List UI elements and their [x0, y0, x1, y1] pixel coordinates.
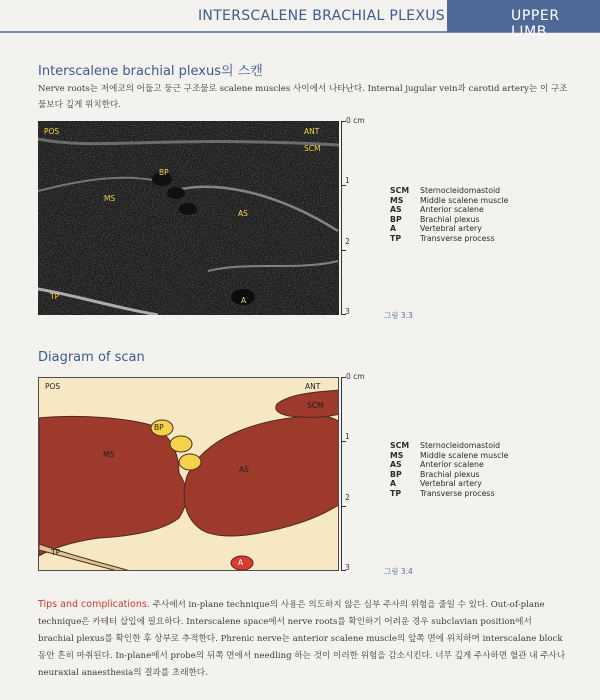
- ultrasound-image: [38, 121, 339, 315]
- legend-desc: Sternocleidomastoid: [420, 186, 501, 195]
- legend-abbr: BP: [390, 469, 402, 479]
- legend-desc: Transverse process: [420, 233, 495, 243]
- us-label-scm: SCM: [304, 144, 321, 153]
- legend-row: [390, 186, 508, 196]
- us-label-ant: ANT: [304, 127, 320, 136]
- diagram-label-a: A: [238, 558, 244, 567]
- tips-paragraph: [38, 596, 568, 682]
- us-label-pos: POS: [44, 127, 60, 136]
- us-label-as: AS: [238, 209, 248, 218]
- scan-depth-3: 3: [345, 307, 350, 316]
- legend-abbr: TP: [390, 488, 402, 498]
- legend-row: [390, 489, 508, 499]
- us-label-a: A: [241, 296, 247, 305]
- legend-row: [390, 196, 508, 206]
- tips-label: Tips and complications.: [38, 599, 150, 610]
- legend-desc: Anterior scalene: [420, 205, 484, 215]
- legend-abbr: BP: [390, 214, 402, 224]
- diagram-label-ant: ANT: [305, 382, 321, 391]
- legend-row: [390, 441, 508, 451]
- us-label-tp: TP: [50, 292, 60, 301]
- figure-caption-3-3: 그림 3.3: [384, 311, 413, 320]
- legend-row: [390, 215, 508, 225]
- diagram-depth-scale: [336, 372, 365, 572]
- legend-desc: Brachial plexus: [420, 469, 480, 479]
- us-label-bp: BP: [159, 168, 169, 177]
- diagram-depth-2: 2: [345, 493, 350, 502]
- legend-row: [390, 460, 508, 470]
- legend-abbr: A: [390, 479, 397, 489]
- scan-depth-scale: [336, 116, 365, 316]
- diagram-drawing: [39, 378, 339, 571]
- legend-abbr: AS: [390, 205, 402, 215]
- diagram-depth-1: 1: [345, 432, 350, 441]
- legend-row: [390, 451, 508, 461]
- legend-row: [390, 470, 508, 480]
- diagram-section-title: Diagram of scan: [38, 350, 145, 365]
- legend-abbr: SCM: [390, 186, 410, 195]
- ultrasound-texture: [38, 121, 339, 315]
- diagram-label-scm: SCM: [307, 401, 324, 410]
- legend-desc: Middle scalene muscle: [420, 195, 509, 205]
- scan-depth-2: 2: [345, 237, 350, 246]
- legend-abbr: MS: [390, 195, 404, 205]
- diagram-label-ms: MS: [103, 450, 115, 459]
- section-tab-label: UPPER LIMB: [511, 8, 560, 40]
- legend-desc: Brachial plexus: [420, 214, 480, 224]
- diagram-legend: [390, 441, 508, 499]
- diagram-depth-3: 3: [345, 563, 350, 572]
- section-tab: [447, 0, 600, 40]
- diagram-label-as: AS: [239, 465, 249, 474]
- legend-abbr: SCM: [390, 441, 410, 450]
- diagram-label-bp: BP: [154, 423, 164, 432]
- us-label-ms: MS: [104, 194, 116, 203]
- legend-abbr: AS: [390, 460, 402, 470]
- figure-caption-3-4: 그림 3.4: [384, 567, 413, 576]
- diagram-label-pos: POS: [45, 382, 61, 391]
- legend-row: [390, 224, 508, 234]
- scan-diagram: [38, 377, 339, 571]
- legend-abbr: MS: [390, 450, 404, 460]
- scan-depth-0: 0 cm: [346, 116, 365, 125]
- legend-desc: Transverse process: [420, 488, 495, 498]
- diagram-depth-0: 0 cm: [346, 372, 365, 381]
- brachial-plexus-root-3: [179, 454, 201, 470]
- legend-abbr: A: [390, 224, 397, 234]
- legend-desc: Middle scalene muscle: [420, 450, 509, 460]
- legend-row: [390, 479, 508, 489]
- scan-description: Nerve roots는 저에코의 어둡고 둥근 구조물로 scalene muscles 사이에서 나타난다. Internal jugular vein과 carotid artery는 이 구조물보다 깊게 위치한다.: [38, 84, 568, 110]
- tips-text: 주사에서 in-plane technique의 사용은 의도하지 않은 심부 주사의 위험을 줄일 수 있다. Out-of-plane technique은 카테터 삽입에 필요하다. Interscalene space에서 nerve roots를 확인하기 어려운 경우 subclavian position에서 brachial plexus를 확인한 후 상부로 추적한다. Phrenic nerve는 anterior scalene muscle의 앞쪽 면에 위치하며 interscalane block 동안 흔히 마취된다. In-plane에서 probe의 뒤쪽 면에서 needling 하는 것이 이러한 위험을 감소시킨다. 너무 깊게 주사하면 혈관 내 주사나 neuraxial anaesthesia의 결과를 초래한다.: [38, 600, 566, 678]
- diagram-label-tp: TP: [51, 548, 61, 557]
- legend-row: [390, 205, 508, 215]
- scan-section-title: Interscalene brachial plexus의 스캔: [38, 64, 263, 79]
- legend-row: [390, 234, 508, 244]
- legend-desc: Vertebral artery: [420, 479, 482, 489]
- brachial-plexus-root-2: [170, 436, 192, 452]
- legend-desc: Sternocleidomastoid: [420, 441, 501, 450]
- scan-depth-1: 1: [345, 176, 350, 185]
- legend-abbr: TP: [390, 233, 402, 243]
- legend-desc: Anterior scalene: [420, 460, 484, 470]
- scan-legend: [390, 186, 508, 244]
- running-header: INTERSCALENE BRACHIAL PLEXUS: [198, 8, 445, 24]
- legend-desc: Vertebral artery: [420, 224, 482, 234]
